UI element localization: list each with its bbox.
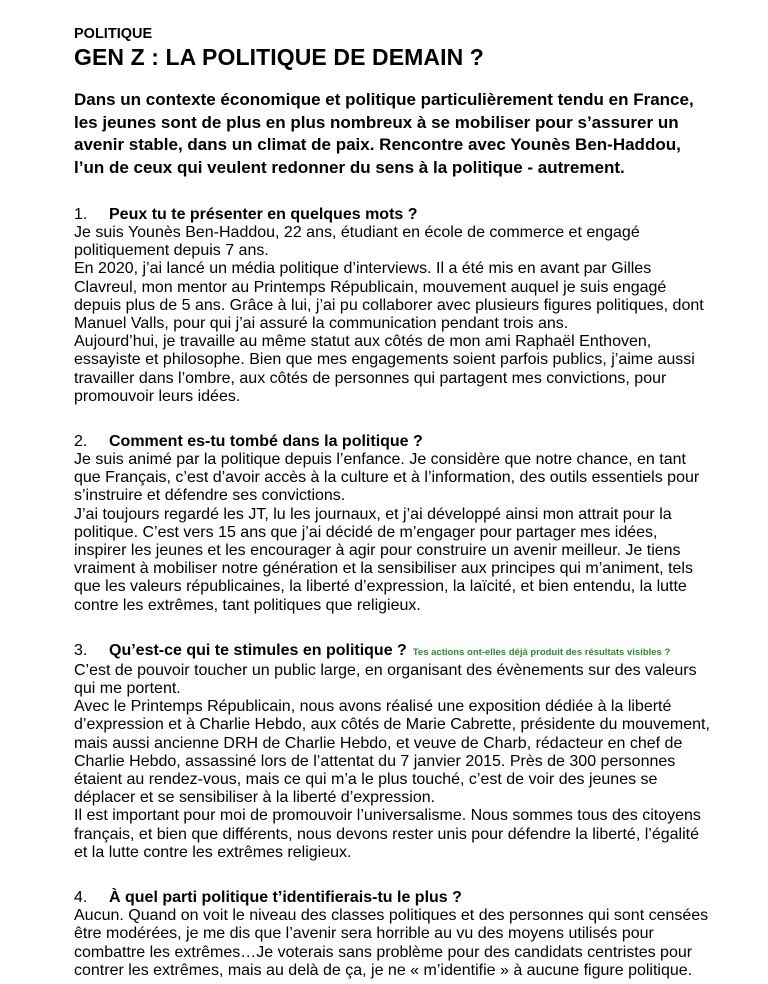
question-comment-note: Tes actions ont-elles déjà produit des résultats visibles ? [412, 646, 671, 658]
question-number: 2. [74, 433, 88, 451]
question-number: 3. [74, 641, 88, 659]
question-number: 1. [74, 206, 88, 223]
qa-section-3 [74, 642, 714, 862]
answer-paragraph: Je suis animé par la politique depuis l’enfance. Je considère que notre chance, en tant que Français, c’est d’avoir accès à la culture et à l’information, des outils essentiels pour s’instruire et défendre ses convictions. [74, 451, 700, 505]
article-category: POLITIQUE [74, 26, 153, 42]
article-title: GEN Z : LA POLITIQUE DE DEMAIN ? [74, 44, 484, 70]
qa-section-1 [74, 206, 714, 406]
answer-paragraph: C’est de pouvoir toucher un public large, en organisant des évènements sur des valeurs qui me portent. [74, 661, 697, 698]
answer-paragraph: Je suis Younès Ben-Haddou, 22 ans, étudiant en école de commerce et engagé politiquement depuis 7 ans. [74, 224, 640, 260]
question-text: Peux tu te présenter en quelques mots ? [109, 206, 418, 223]
answer-paragraph: Il est important pour moi de promouvoir l’universalisme. Nous sommes tous des citoyens français, et bien que différents, nous devons rester unis pour défendre la liberté, l’égalité et la lutte contre les extrêmes religieux. [74, 807, 701, 861]
answer-paragraph: J’ai toujours regardé les JT, lu les journaux, et j’ai développé ainsi mon attrait pour la politique. C’est vers 15 ans que j’ai décidé de m’engager pour partager mes idées, inspirer les jeunes et les encourager à agir pour construire un avenir meilleur. Je tiens vraiment à mobiliser notre génération et la sensibiliser aux principes qui m’animent, tels que les valeurs républicaines, la liberté d’expression, la laïcité, et bien entendu, la lutte contre les extrêmes, tant politiques que religieux. [74, 505, 693, 614]
article [74, 26, 714, 980]
answer-paragraph: En 2020, j’ai lancé un média politique d’interviews. Il a été mis en avant par Gilles Clavreul, mon mentor au Printemps Républicain, mouvement auquel je suis engagé depuis plus de 5 ans. Grâce à lui, j’ai pu collaborer avec plusieurs figures politiques, dont Manuel Valls, pour qui j’ai assuré la communication pendant trois ans. [74, 260, 704, 333]
article-lead: Dans un contexte économique et politique particulièrement tendu en France, les jeunes sont de plus en plus nombreux à se mobiliser pour s’assurer un avenir stable, dans un climat de paix. Rencontre avec Younès Ben-Haddou, l’un de ceux qui veulent redonner du sens à la politique - autrement. [74, 90, 694, 177]
question-text: À quel parti politique t’identifierais-tu le plus ? [109, 889, 462, 907]
question-heading [74, 642, 714, 662]
question-heading [74, 206, 714, 224]
qa-section-4 [74, 889, 714, 980]
answer-paragraph: Aucun. Quand on voit le niveau des classes politiques et des personnes qui sont censées être modérées, je me dis que l’avenir sera horrible au vu des moyens utilisés pour combattre les extrêmes…Je voterais sans problème pour des candidats centristes pour contrer les extrêmes, mais au delà de ça, je ne « m’identifie » à aucune figure politique. [74, 907, 709, 979]
question-number: 4. [74, 889, 88, 907]
qa-section-2 [74, 433, 714, 615]
question-heading [74, 433, 714, 451]
question-heading [74, 889, 714, 907]
question-text: Qu’est-ce qui te stimules en politique ? [109, 641, 407, 659]
question-text: Comment es-tu tombé dans la politique ? [109, 433, 423, 451]
answer-paragraph: Avec le Printemps Républicain, nous avons réalisé une exposition dédiée à la liberté d’expression et à Charlie Hebdo, aux côtés de Marie Cabrette, présidente du mouvement, mais aussi ancienne DRH de Charlie Hebdo, et veuve de Charb, rédacteur en chef de Charlie Hebdo, assassiné lors de l’attentat du 7 janvier 2015. Près de 300 personnes étaient au rendez-vous, mais ce qui m’a le plus touché, c’est de voir des jeunes se déplacer et se sensibiliser à la liberté d’expression. [74, 698, 710, 807]
answer-paragraph: Aujourd’hui, je travaille au même statut aux côtés de mon ami Raphaël Enthoven, essayiste et philosophe. Bien que mes engagements soient parfois publics, j’aime aussi travailler dans l’ombre, aux côtés de personnes qui partagent mes convictions, pour promouvoir leurs idées. [74, 333, 695, 405]
